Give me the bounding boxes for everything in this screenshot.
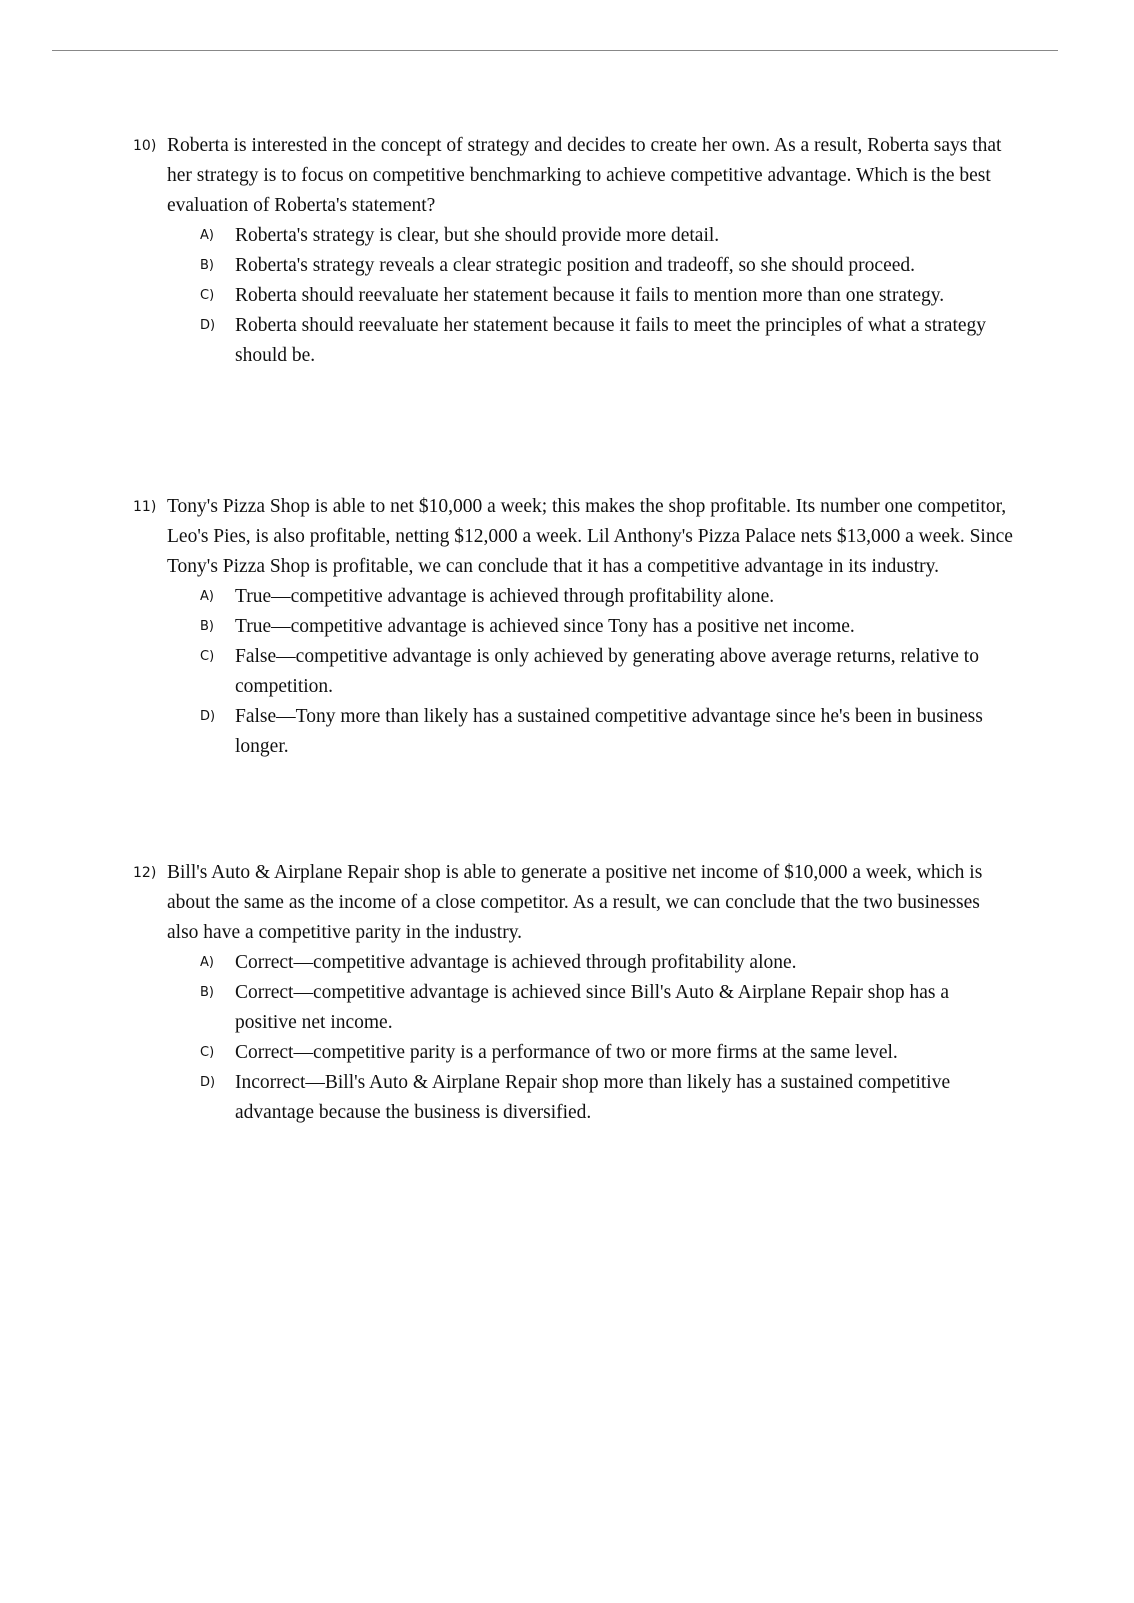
question-11 bbox=[133, 492, 1013, 762]
option-letter: D) bbox=[200, 1075, 216, 1090]
question-stem: Roberta is interested in the concept of strategy and decides to create her own. As a result, Roberta says that her strategy is to focus on competitive benchmarking to achieve competitive advantage. Which is the best evaluation of Roberta's statement? bbox=[167, 135, 1002, 216]
option-letter: C) bbox=[200, 288, 215, 303]
option-letter: B) bbox=[200, 985, 214, 1000]
question-number: 12) bbox=[133, 865, 157, 881]
option-text: False—competitive advantage is only achieved by generating above average returns, relative to competition. bbox=[235, 646, 979, 697]
option-letter: A) bbox=[200, 228, 214, 243]
question-12 bbox=[133, 858, 1013, 1128]
question-stem: Tony's Pizza Shop is able to net $10,000 a week; this makes the shop profitable. Its number one competitor, Leo's Pies, is also profitable, netting $12,000 a week. Lil Anthony's Pizza Palace nets $13,000 a week. Since Tony's Pizza Shop is profitable, we can conclude that it has a competitive advantage in its industry. bbox=[167, 496, 1013, 577]
option-text: Correct—competitive advantage is achieved since Bill's Auto & Airplane Repair shop has a positive net income. bbox=[235, 982, 949, 1033]
answer-option-c bbox=[200, 1038, 1013, 1068]
answer-option-b bbox=[200, 612, 1013, 642]
question-number: 10) bbox=[133, 138, 157, 154]
header-rule bbox=[52, 50, 1058, 51]
option-letter: B) bbox=[200, 619, 214, 634]
answer-option-a bbox=[200, 582, 1013, 612]
option-letter: D) bbox=[200, 709, 216, 724]
option-text: Roberta should reevaluate her statement because it fails to mention more than one strategy. bbox=[235, 285, 945, 306]
option-text: True—competitive advantage is achieved through profitability alone. bbox=[235, 586, 775, 607]
question-10 bbox=[133, 131, 1013, 371]
option-letter: C) bbox=[200, 1045, 215, 1060]
answer-option-b bbox=[200, 251, 1013, 281]
answer-option-a bbox=[200, 948, 1013, 978]
answer-option-c bbox=[200, 281, 1013, 311]
answer-option-b bbox=[200, 978, 1013, 1038]
option-text: Correct—competitive parity is a performance of two or more firms at the same level. bbox=[235, 1042, 898, 1063]
answer-option-c bbox=[200, 642, 1013, 702]
question-stem: Bill's Auto & Airplane Repair shop is able to generate a positive net income of $10,000 a week, which is about the same as the income of a close competitor. As a result, we can conclude that the two businesses also have a competitive parity in the industry. bbox=[167, 862, 983, 943]
answer-option-d bbox=[200, 1068, 1013, 1128]
option-letter: D) bbox=[200, 318, 216, 333]
option-letter: A) bbox=[200, 589, 214, 604]
option-text: True—competitive advantage is achieved since Tony has a positive net income. bbox=[235, 616, 855, 637]
option-text: False—Tony more than likely has a sustained competitive advantage since he's been in business longer. bbox=[235, 706, 983, 757]
option-letter: B) bbox=[200, 258, 214, 273]
answer-option-d bbox=[200, 311, 1013, 371]
option-letter: C) bbox=[200, 649, 215, 664]
answer-option-d bbox=[200, 702, 1013, 762]
option-text: Roberta's strategy is clear, but she should provide more detail. bbox=[235, 225, 720, 246]
option-text: Correct—competitive advantage is achieved through profitability alone. bbox=[235, 952, 797, 973]
option-text: Roberta's strategy reveals a clear strategic position and tradeoff, so she should proceed. bbox=[235, 255, 916, 276]
answer-option-a bbox=[200, 221, 1013, 251]
option-letter: A) bbox=[200, 955, 214, 970]
option-text: Roberta should reevaluate her statement because it fails to meet the principles of what a strategy should be. bbox=[235, 315, 987, 366]
question-number: 11) bbox=[133, 499, 157, 515]
option-text: Incorrect—Bill's Auto & Airplane Repair shop more than likely has a sustained competitive advantage because the business is diversified. bbox=[235, 1072, 951, 1123]
